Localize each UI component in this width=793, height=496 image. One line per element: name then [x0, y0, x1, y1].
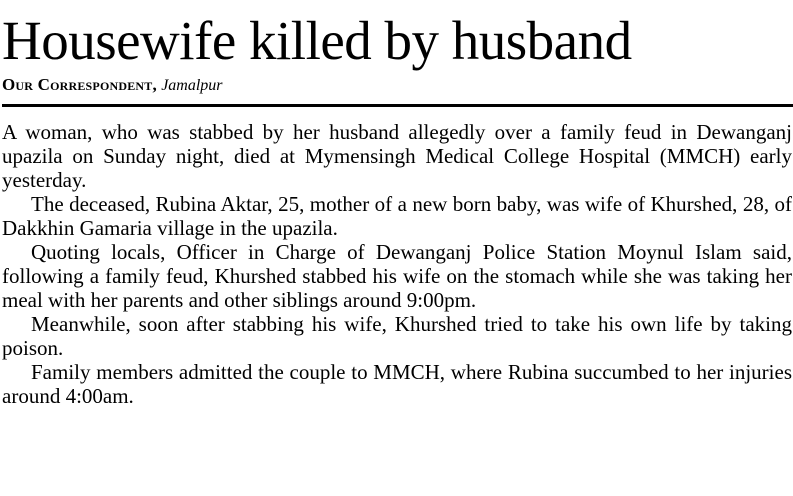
byline [2, 74, 791, 97]
paragraph: Quoting locals, Officer in Charge of Dewanganj Police Station Moynul Islam said, following a family feud, Khurshed stabbed his wife on the stomach while she was taking her meal with her parents and other siblings around 9:00pm. [2, 240, 792, 312]
headline-divider [2, 104, 793, 107]
paragraph: A woman, who was stabbed by her husband allegedly over a family feud in Dewanganj upazila on Sunday night, died at Mymensingh Medical College Hospital (MMCH) early yesterday. [2, 120, 792, 192]
paragraph: Meanwhile, soon after stabbing his wife, Khurshed tried to take his own life by taking poison. [2, 312, 792, 360]
byline-author: Our Correspondent, [2, 75, 157, 94]
headline: Housewife killed by husband [2, 10, 632, 71]
byline-location: Jamalpur [161, 77, 223, 94]
paragraph: The deceased, Rubina Aktar, 25, mother of a new born baby, was wife of Khurshed, 28, of Dakkhin Gamaria village in the upazila. [2, 192, 792, 240]
article-body [2, 120, 792, 408]
paragraph: Family members admitted the couple to MMCH, where Rubina succumbed to her injuries around 4:00am. [2, 360, 792, 408]
news-article [2, 0, 791, 408]
